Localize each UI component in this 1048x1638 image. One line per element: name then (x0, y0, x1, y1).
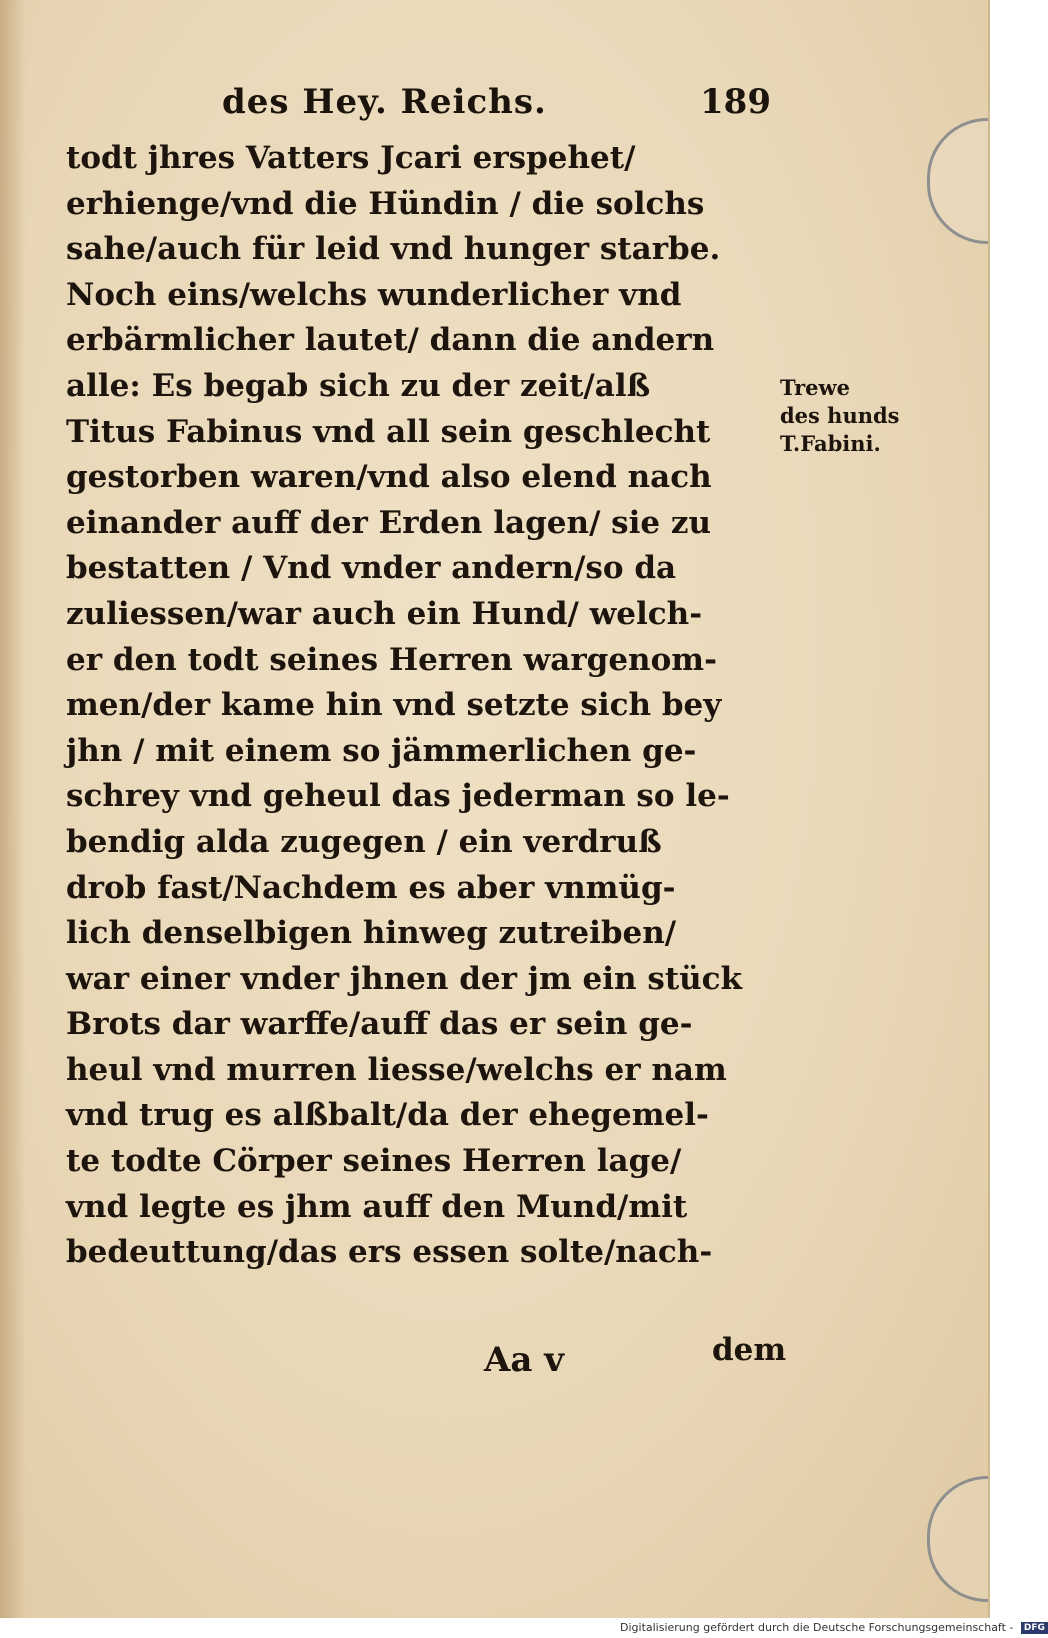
text-line: men/der kame hin vnd setzte sich bey (66, 687, 722, 724)
text-line: war einer vnder jhnen der jm ein stück (66, 960, 743, 997)
text-line: zuliessen/war auch ein Hund/ welch- (66, 595, 703, 632)
text-line: bedeuttung/das ers essen solte/nach- (66, 1234, 713, 1271)
text-line: er den todt seines Herren wargenom- (66, 641, 717, 678)
digitization-credit (620, 1620, 1045, 1636)
text-line: Titus Fabinus vnd all sein geschlecht (66, 413, 711, 450)
catchword: dem (712, 1332, 787, 1368)
text-line: vnd legte es jhm auff den Mund/mit (66, 1188, 688, 1225)
running-head: des Hey. Reichs. (222, 82, 547, 122)
page-gutter-shadow (0, 0, 26, 1618)
scanner-clip-top (927, 118, 988, 244)
signature-mark: Aa v (484, 1340, 565, 1380)
dfg-logo: DFG (1021, 1622, 1048, 1634)
body-text (66, 136, 778, 1276)
text-line: vnd trug es alßbalt/da der ehegemel- (66, 1097, 709, 1134)
text-line: bestatten / Vnd vnder andern/so da (66, 550, 677, 587)
text-line: drob fast/Nachdem es aber vnmüg- (66, 869, 676, 906)
text-line: sahe/auch für leid vnd hunger starbe. (66, 231, 721, 268)
text-line: jhn / mit einem so jämmerlichen ge- (66, 732, 697, 769)
marginal-note-line: T.Fabini. (780, 431, 881, 456)
text-line: schrey vnd geheul das jederman so le- (66, 778, 730, 815)
text-line: alle: Es begab sich zu der zeit/alß (66, 367, 651, 404)
page-number: 189 (700, 82, 771, 122)
text-line: heul vnd murren liesse/welchs er nam (66, 1051, 727, 1088)
marginal-note-line: des hunds (780, 403, 900, 428)
text-line: Noch eins/welchs wunderlicher vnd (66, 276, 682, 313)
text-line: todt jhres Vatters Jcari erspehet/ (66, 140, 636, 176)
marginal-note-line: Trewe (780, 375, 850, 400)
text-line: bendig alda zugegen / ein verdruß (66, 823, 662, 860)
credit-text: Digitalisierung gefördert durch die Deutsche Forschungsgemeinschaft - (620, 1621, 1014, 1634)
marginal-note (780, 374, 920, 458)
text-line: gestorben waren/vnd also elend nach (66, 459, 712, 496)
text-line: erhienge/vnd die Hündin / die solchs (66, 185, 705, 222)
text-line: te todte Cörper seines Herren lage/ (66, 1143, 682, 1180)
text-line: Brots dar warffe/auff das er sein ge- (66, 1006, 693, 1043)
text-line: lich denselbigen hinweg zutreiben/ (66, 915, 677, 952)
text-line: einander auff der Erden lagen/ sie zu (66, 504, 712, 541)
text-line: erbärmlicher lautet/ dann die andern (66, 322, 715, 359)
scanner-clip-bottom (927, 1476, 988, 1602)
